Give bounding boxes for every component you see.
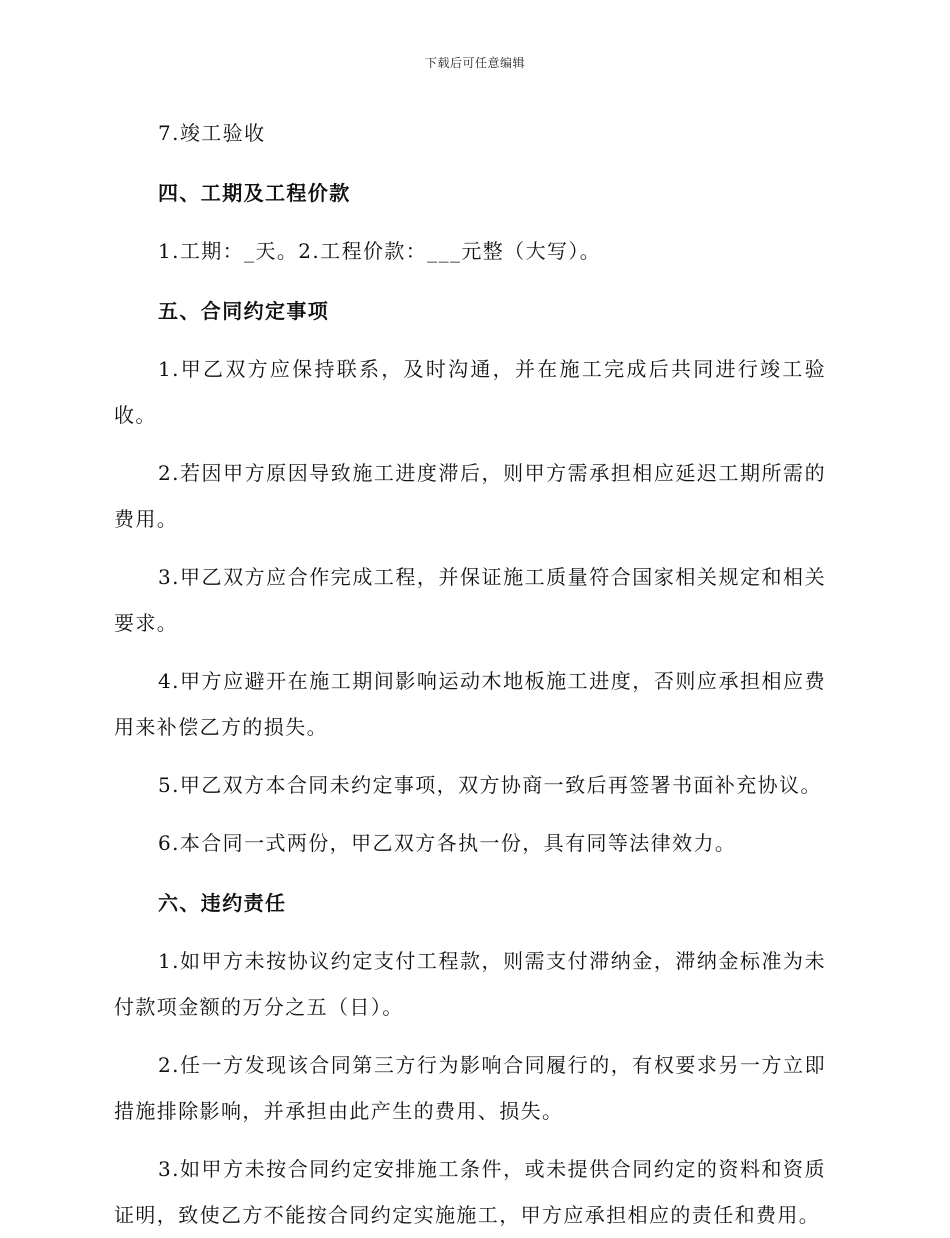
clause-5-2: 2.若因甲方原因导致施工进度滞后，则甲方需承担相应延迟工期所需的费用。	[114, 461, 826, 531]
section-heading-6: 六、违约责任	[158, 891, 287, 915]
paragraph-completion-acceptance: 7.竣工验收	[158, 121, 266, 145]
clause-6-3: 3.如甲方未按合同约定安排施工条件，或未提供合同约定的资料和资质证明，致使乙方不能按合同约定实施施工，甲方应承担相应的责任和费用。	[114, 1157, 826, 1227]
paragraph-period-price: 1.工期：_天。2.工程价款：___元整（大写）。	[158, 239, 602, 263]
clause-6-2: 2.任一方发现该合同第三方行为影响合同履行的，有权要求另一方立即措施排除影响，并承担由此产生的费用、损失。	[114, 1053, 826, 1123]
clause-5-1: 1.甲乙双方应保持联系，及时沟通，并在施工完成后共同进行竣工验收。	[114, 357, 826, 427]
clause-5-6: 6.本合同一式两份，甲乙双方各执一份，具有同等法律效力。	[158, 831, 737, 855]
clause-6-1: 1.如甲方未按协议约定支付工程款，则需支付滞纳金，滞纳金标准为未付款项金额的万分之五（日）。	[114, 949, 826, 1019]
clause-5-3: 3.甲乙双方应合作完成工程，并保证施工质量符合国家相关规定和相关要求。	[114, 565, 826, 635]
clause-5-5: 5.甲乙双方本合同未约定事项，双方协商一致后再签署书面补充协议。	[158, 773, 822, 797]
section-heading-5: 五、合同约定事项	[158, 299, 330, 323]
document-body	[114, 110, 826, 1238]
section-heading-4: 四、工期及工程价款	[158, 181, 351, 205]
clause-5-4: 4.甲方应避开在施工期间影响运动木地板施工进度，否则应承担相应费用来补偿乙方的损失。	[114, 669, 826, 739]
page-header: 下载后可任意编辑	[424, 56, 525, 70]
